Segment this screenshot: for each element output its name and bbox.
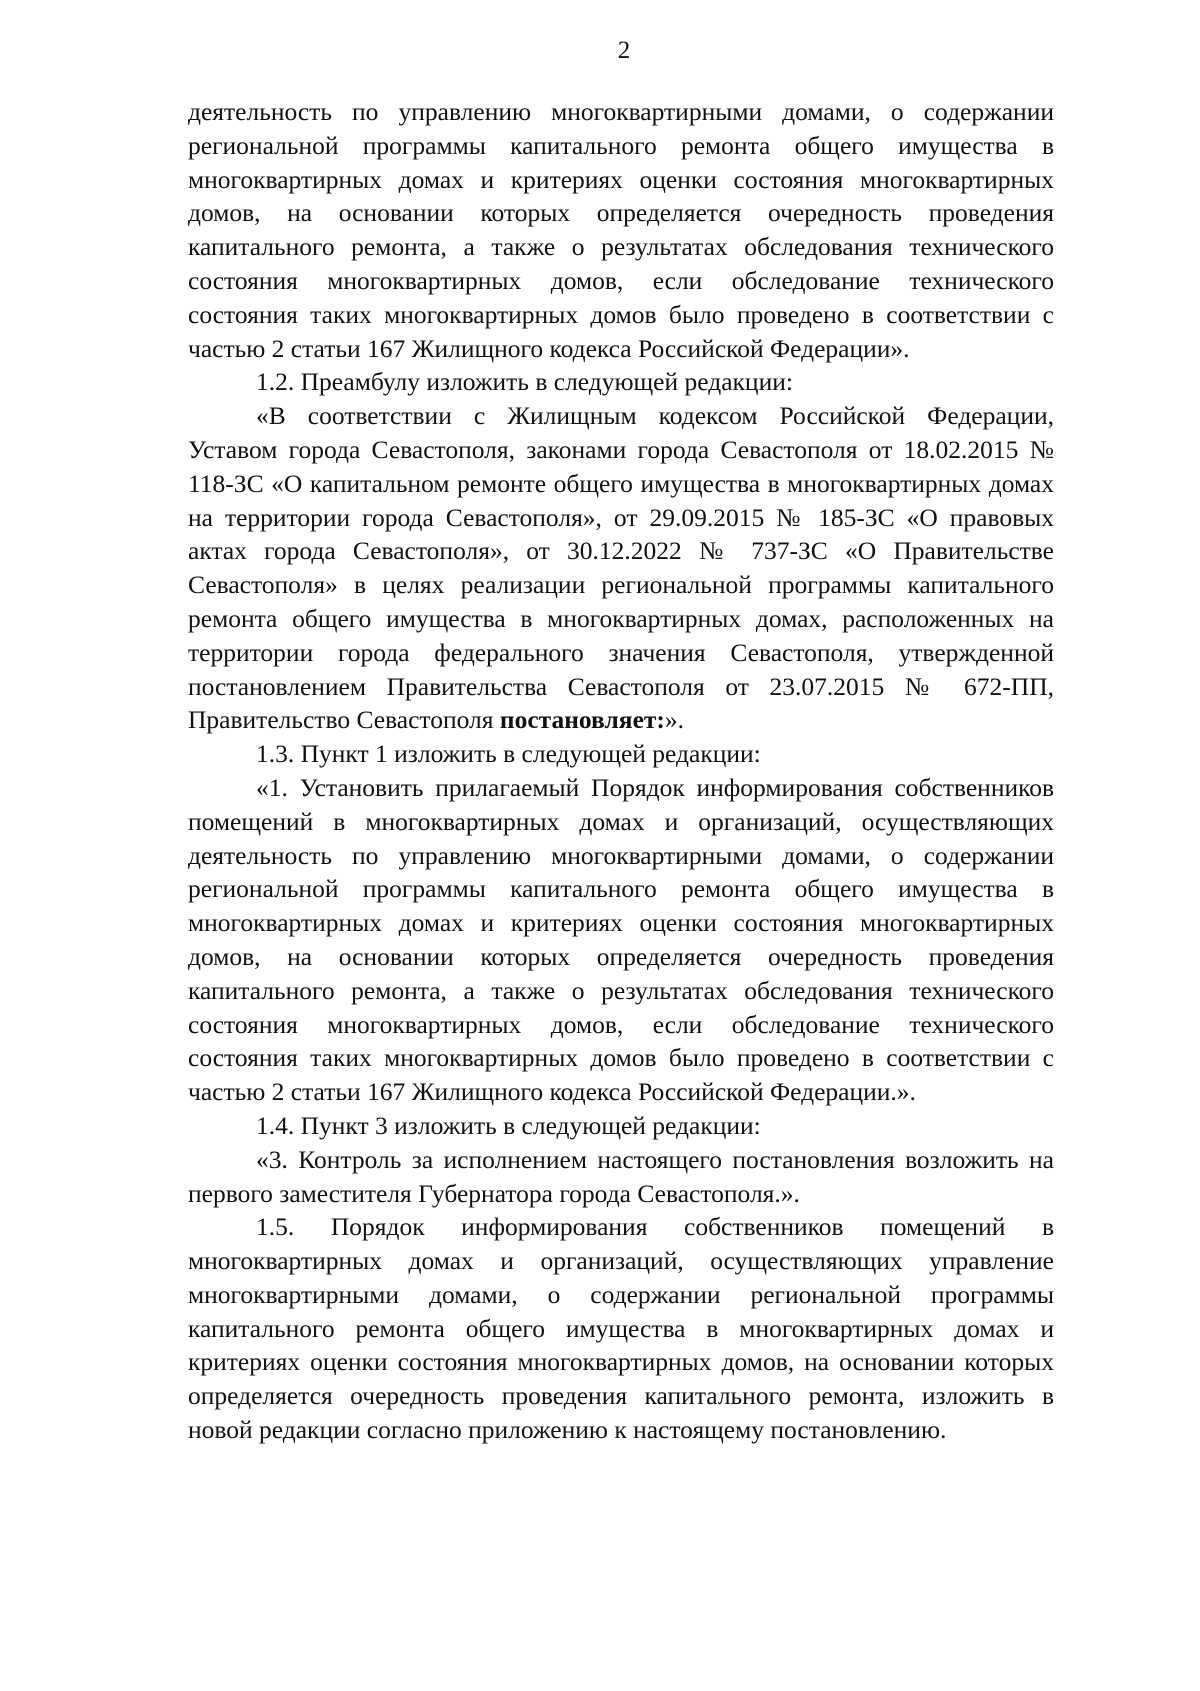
paragraph-continuation: деятельность по управлению многоквартирными домами, о содержании региональной программы капитального ремонта общего имущества в многоквартирных домах и критериях оценки состояния многоквартирных домов, на основании которых определяется очередность проведения капитального ремонта, а также о результатах обследования технического состояния многоквартирных домов, если обследование технического состояния таких многоквартирных домов было проведено в соответствии с частью 2 статьи 167 Жилищного кодекса Российской Федерации». bbox=[188, 97, 1054, 363]
preamble-end: ». bbox=[664, 705, 685, 735]
paragraph-1-2-heading: 1.2. Преамбулу изложить в следующей редакции: bbox=[256, 367, 793, 397]
paragraph-point-1: «1. Установить прилагаемый Порядок информирования собственников помещений в многоквартирных домах и организаций, осуществляющих деятельность по управлению многоквартирными домами, о содержании региональной программы капитального ремонта общего имущества в многоквартирных домах и критериях оценки состояния многоквартирных домов, на основании которых определяется очередность проведения капитального ремонта, а также о результатах обследования технического состояния многоквартирных домов, если обследование технического состояния таких многоквартирных домов было проведено в соответствии с частью 2 статьи 167 Жилищного кодекса Российской Федерации.». bbox=[188, 772, 1054, 1107]
page-number: 2 bbox=[617, 37, 631, 64]
paragraph-1-3-heading: 1.3. Пункт 1 изложить в следующей редакции: bbox=[256, 739, 761, 769]
paragraph-1-4-heading: 1.4. Пункт 3 изложить в следующей редакции: bbox=[256, 1110, 761, 1140]
paragraph-1-5: 1.5. Порядок информирования собственников помещений в многоквартирных домах и организаций, осуществляющих управление многоквартирными домами, о содержании региональной программы капитального ремонта общего имущества в многоквартирных домах и критериях оценки состояния многоквартирных домов, на основании которых определяется очередность проведения капитального ремонта, изложить в новой редакции согласно приложению к настоящему постановлению. bbox=[188, 1212, 1054, 1445]
preamble-bold-word: постановляет: bbox=[499, 705, 665, 735]
preamble-text: «В соответствии с Жилищным кодексом Российской Федерации, Уставом города Севастополя, законами города Севастополя от 18.02.2015 № 118-ЗС «О капитальном ремонте общего имущества в многоквартирных домах на территории города Севастополя», от 29.09.2015 № 185-ЗС «О правовых актах города Севастополя», от 30.12.2022 № 737-ЗС «О Правительстве Севастополя» в целях реализации региональной программы капитального ремонта общего имущества в многоквартирных домах, расположенных на территории города федерального значения Севастополя, утвержденной постановлением Правительства Севастополя от 23.07.2015 № 672-ПП, Правительство Севастополя bbox=[188, 401, 1054, 735]
document-body bbox=[188, 95, 1054, 1447]
paragraph-preamble bbox=[188, 399, 1054, 737]
paragraph-point-3: «3. Контроль за исполнением настоящего постановления возложить на первого заместителя Губернатора города Севастополя.». bbox=[188, 1144, 1054, 1208]
